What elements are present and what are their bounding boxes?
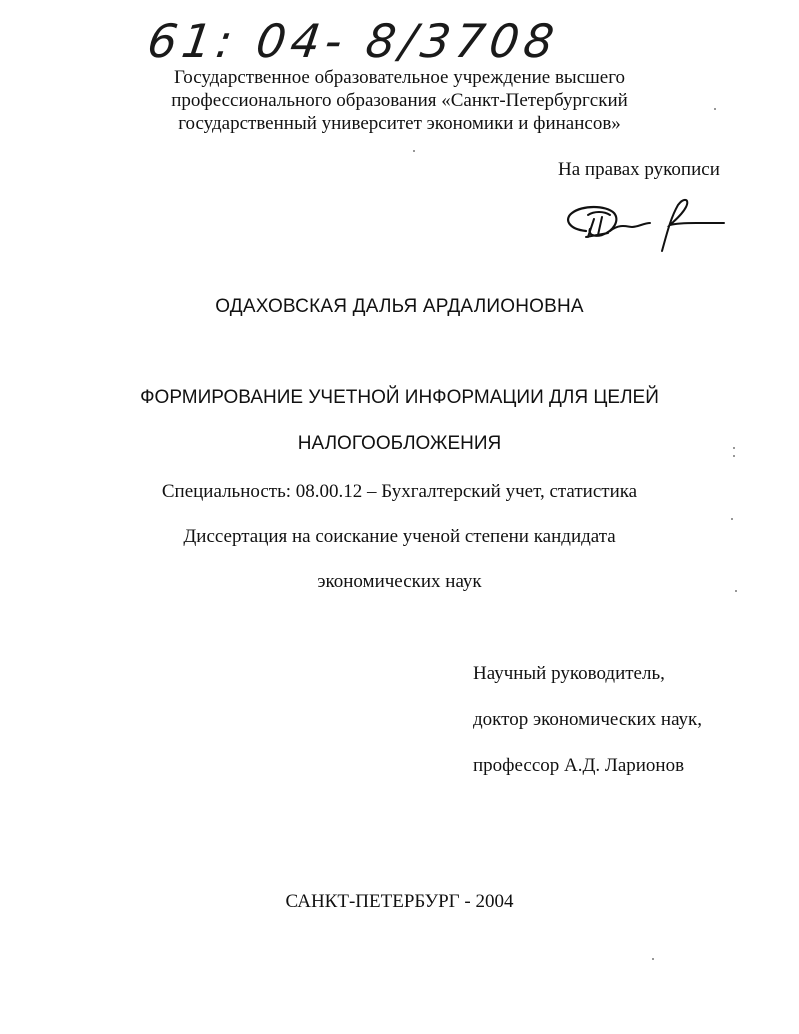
city-year: САНКТ-ПЕТЕРБУРГ - 2004 — [285, 891, 514, 912]
scan-speck — [735, 590, 737, 592]
degree-line-2: экономических наук — [317, 571, 482, 592]
institution-name — [0, 66, 799, 135]
institution-line-3: государственный университет экономики и финансов» — [178, 113, 621, 134]
institution-line-2: профессионального образования «Санкт-Петербургский — [171, 90, 628, 111]
manuscript-note: На правах рукописи — [558, 159, 720, 180]
specialty: Специальность: 08.00.12 – Бухгалтерский учет, статистика — [161, 481, 638, 502]
degree-line-1: Диссертация на соискание ученой степени кандидата — [183, 526, 616, 547]
supervisor-line-2: доктор экономических наук, — [473, 709, 703, 730]
scan-speck — [413, 150, 415, 152]
archive-code-handwritten: 61: 04- 8/3708 — [144, 14, 563, 68]
signature-icon — [558, 193, 728, 255]
scan-speck — [733, 455, 735, 457]
scan-speck — [652, 958, 654, 960]
scan-speck — [731, 518, 733, 520]
author-name: ОДАХОВСКАЯ ДАЛЬЯ АРДАЛИОНОВНА — [215, 296, 584, 317]
institution-line-1: Государственное образовательное учреждение высшего — [173, 67, 626, 88]
supervisor-line-3: профессор А.Д. Ларионов — [473, 755, 685, 776]
scan-speck — [733, 447, 735, 449]
scan-speck — [714, 108, 716, 110]
dissertation-title-line-1: ФОРМИРОВАНИЕ УЧЕТНОЙ ИНФОРМАЦИИ ДЛЯ ЦЕЛЕЙ — [140, 387, 659, 408]
supervisor-line-1: Научный руководитель, — [473, 663, 665, 684]
dissertation-title-line-2: НАЛОГООБЛОЖЕНИЯ — [297, 433, 502, 454]
